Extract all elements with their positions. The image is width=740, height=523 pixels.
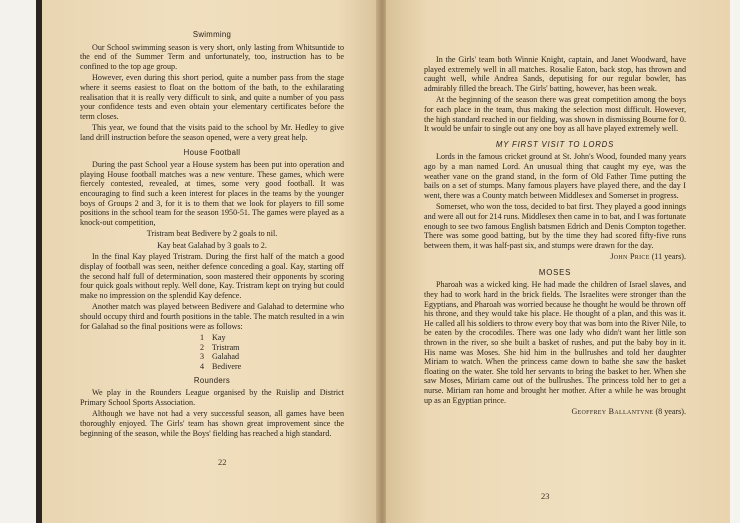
right-column xyxy=(424,55,686,419)
position-number: 3 xyxy=(200,352,205,362)
match-result: Tristram beat Bedivere by 2 goals to nil. xyxy=(146,229,278,239)
page-right xyxy=(386,0,730,523)
rounders-heading: Rounders xyxy=(193,375,231,385)
position-house: Tristram xyxy=(211,342,240,352)
position-house: Kay xyxy=(212,333,226,343)
moses-author-age: (8 years). xyxy=(655,407,686,417)
lords-paragraph: Somerset, who won the toss, decided to bat first. They played a good innings and were all out for 214 runs. Middlesex then came in to bat, and I was fortunate enough to see two famous English batsmen Edrich and Denis Compton together. There was some good batting, but by the time they had scored fifty-five runs between them, it was half-past six, and stumps were drawn for the day. xyxy=(424,202,686,250)
swimming-paragraph: Our School swimming season is very short, only lasting from Whitsuntide to the end of the Summer Term and unfortunately, too, instruction has to be confined to the top age group. xyxy=(80,42,344,71)
position-house: Bedivere xyxy=(212,362,242,371)
football-paragraph: During the past School year a House system has been put into operation and playing House football matches was a new venture. These games, which were fiercely contested, revealed, at times, some very good football. It was encouraging to find such a keen interest for places in the teams by the younger boys of Groups 2 and 3, for it is to them that we look for players to fill some positions in the school team for the season 1950-51. The games were played as a knock-out competition, xyxy=(80,160,344,227)
position-number: 1 xyxy=(200,333,205,343)
rounders-continued-paragraph: In the Girls' team both Winnie Knight, captain, and Janet Woodward, have played extremely well in all matches. Rosalie Eaton, back stop, has thrown and caught well, while Andrea Sands, deputising for our regular bowler, has admirably filled the breach. The Girls' batting, however, has been weak. xyxy=(424,55,686,93)
lords-signature xyxy=(424,252,686,262)
moses-author: Geoffrey Ballantyne xyxy=(571,407,654,417)
position-house: Galahad xyxy=(212,352,239,362)
moses-signature xyxy=(424,407,686,417)
swimming-paragraph: However, even during this short period, quite a number pass from the stage where it seems easiest to float on the bottom of the bath, to the exhilarating realisation that it is really very difficult to sink, and quite a number of you pass your confidence tests and even obtain your elementary certificates before the term closes. xyxy=(80,73,344,121)
position-row xyxy=(200,343,344,353)
lords-paragraph: Lords in the famous cricket ground at St. John's Wood, founded many years ago by a man named Lord. An unusual thing that caught my eye, was the weather vane on the grand stand, in the form of Old Father Time putting the bails on a set of stumps. Many famous players have played there, and the day I went, there was a County match between Middlesex and Somerset in progress. xyxy=(424,152,686,200)
football-paragraph: Another match was played between Bedivere and Galahad to determine who should occupy third and fourth positions in the table. The match resulted in a win for Galahad so the final positions were as follows: xyxy=(80,302,344,331)
football-paragraph: In the final Kay played Tristram. During the first half of the match a good display of football was seen, neither defence conceding a goal. Kay, starting off the second half full of determination, soon mastered their opponents by scoring four quick goals without reply. Well done, Kay. Tristram kept on trying but could make no impression on the splendid Kay defence. xyxy=(80,252,344,300)
position-number: 2 xyxy=(200,342,205,352)
moses-heading: MOSES xyxy=(538,267,572,277)
lords-heading: MY FIRST VISIT TO LORDS xyxy=(495,139,615,149)
page-number-left: 22 xyxy=(218,457,227,467)
scan-margin-right xyxy=(730,0,740,523)
rounders-paragraph: We play in the Rounders League organised by the Ruislip and District Primary School Sports Association. xyxy=(80,388,344,407)
rounders-paragraph: Although we have not had a very successful season, all games have been thoroughly enjoyed. The Girls' team has shown great improvement since the beginning of the season, while the Boys' fielding has reached a high standard. xyxy=(80,409,344,438)
rounders-continued-paragraph: At the beginning of the season there was great competition among the boys for each place in the team, thus making the selection most difficult. However, the high standard reached in our fielding, was shown in dismissing Bourne for 0. It would be unfair to single out any one boy as all have played extremely well. xyxy=(424,95,686,134)
page-number-right: 23 xyxy=(541,491,550,501)
left-column xyxy=(80,27,344,440)
swimming-heading: Swimming xyxy=(192,30,232,39)
match-result: Kay beat Galahad by 3 goals to 2. xyxy=(157,240,267,250)
position-number: 4 xyxy=(200,362,205,371)
final-positions-list xyxy=(200,333,344,371)
swimming-paragraph: This year, we found that the visits paid to the school by Mr. Hedley to give land drill instruction before the season opened, were a very great help. xyxy=(80,123,344,142)
lords-author-age: (11 years). xyxy=(651,252,686,262)
page-left xyxy=(42,0,378,523)
position-row xyxy=(200,362,344,372)
scan-margin-left xyxy=(0,0,40,523)
lords-author: John Price xyxy=(610,252,650,262)
moses-paragraph: Pharoah was a wicked king. He had made the children of Israel slaves, and they had to work hard in the brick fields. The Israelites were stronger than the Egyptians, and Pharoah was worried because he thought he would be thrown off his throne, and they would take his place. He thought of a plan, and this was it. He called all his soldiers to throw every boy that was born into the River Nile, to be eaten by the crocodiles. There was one lady who didn't want her little son thrown in the river, so she built a basket of rushes, and put the baby boy in it. His name was Moses. She hid him in the bullrushes and told her daughter Miriam to watch. When the princess came down to bathe she saw the basket floating on the water. She told her servants to bring the basket to her. When she saw Moses, Miriam came out of the bullrushes. The princess told her to get a nurse. Miriam ran home and brought her mother. After a while he was brought up as an Egyptian prince. xyxy=(424,280,686,405)
position-row xyxy=(200,352,344,362)
house-football-heading: House Football xyxy=(183,147,241,157)
position-row xyxy=(200,333,344,343)
